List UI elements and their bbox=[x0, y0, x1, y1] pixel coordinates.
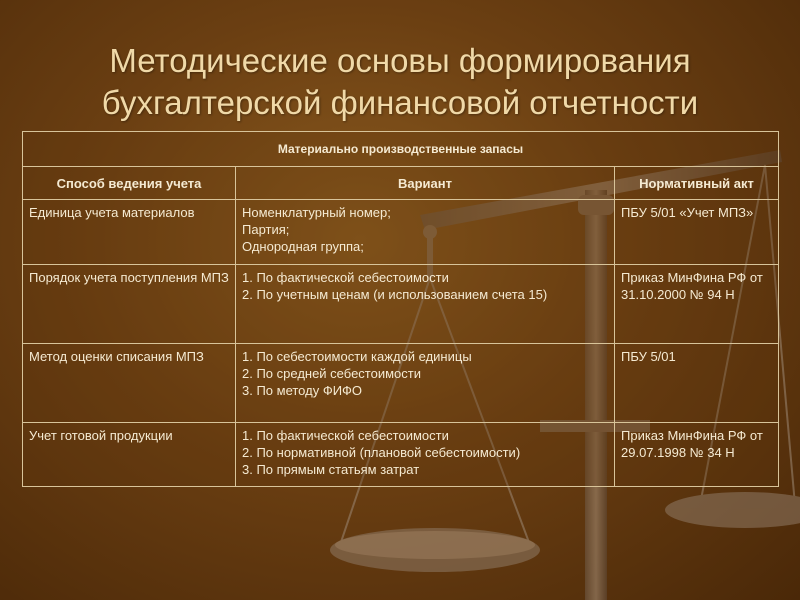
variant-line: 2. По учетным ценам (и использованием счета 15) bbox=[242, 287, 548, 302]
column-header-method: Способ ведения учета bbox=[23, 167, 236, 200]
variant-line: 1. По фактической себестоимости bbox=[242, 270, 449, 285]
variant-line: 2. По средней себестоимости bbox=[242, 366, 421, 381]
variant-line: 1. По фактической себестоимости bbox=[242, 428, 449, 443]
method-cell: Метод оценки списания МПЗ bbox=[23, 344, 236, 423]
variant-line: 1. По себестоимости каждой единицы bbox=[242, 349, 472, 364]
table-header-row bbox=[23, 167, 779, 200]
variant-line: Номенклатурный номер; bbox=[242, 205, 391, 220]
table-caption-row bbox=[23, 132, 779, 167]
act-cell: ПБУ 5/01 «Учет МПЗ» bbox=[615, 200, 779, 265]
column-header-act: Нормативный акт bbox=[615, 167, 779, 200]
act-cell: Приказ МинФина РФ от 31.10.2000 № 94 Н bbox=[615, 265, 779, 344]
table-row bbox=[23, 423, 779, 487]
table-row bbox=[23, 344, 779, 423]
inventory-accounting-table bbox=[22, 131, 779, 487]
variant-line: 2. По нормативной (плановой себестоимости) bbox=[242, 445, 521, 460]
act-cell: ПБУ 5/01 bbox=[615, 344, 779, 423]
method-cell: Учет готовой продукции bbox=[23, 423, 236, 487]
variant-line: Однородная группа; bbox=[242, 239, 364, 254]
variant-line: 3. По прямым статьям затрат bbox=[242, 462, 420, 477]
variant-line: 3. По методу ФИФО bbox=[242, 383, 363, 398]
column-header-variant: Вариант bbox=[236, 167, 615, 200]
method-cell: Единица учета материалов bbox=[23, 200, 236, 265]
method-cell: Порядок учета поступления МПЗ bbox=[23, 265, 236, 344]
table-row bbox=[23, 265, 779, 344]
table-row bbox=[23, 200, 779, 265]
act-cell: Приказ МинФина РФ от 29.07.1998 № 34 Н bbox=[615, 423, 779, 487]
variant-cell bbox=[236, 423, 615, 487]
slide-title-line-1: Методические основы формирования bbox=[109, 42, 691, 80]
table-caption: Материально производственные запасы bbox=[23, 132, 779, 167]
variant-line: Партия; bbox=[242, 222, 290, 237]
variant-cell bbox=[236, 344, 615, 423]
slide-title bbox=[0, 40, 800, 124]
variant-cell bbox=[236, 200, 615, 265]
slide-title-line-2: бухгалтерской финансовой отчетности bbox=[101, 84, 699, 122]
variant-cell bbox=[236, 265, 615, 344]
